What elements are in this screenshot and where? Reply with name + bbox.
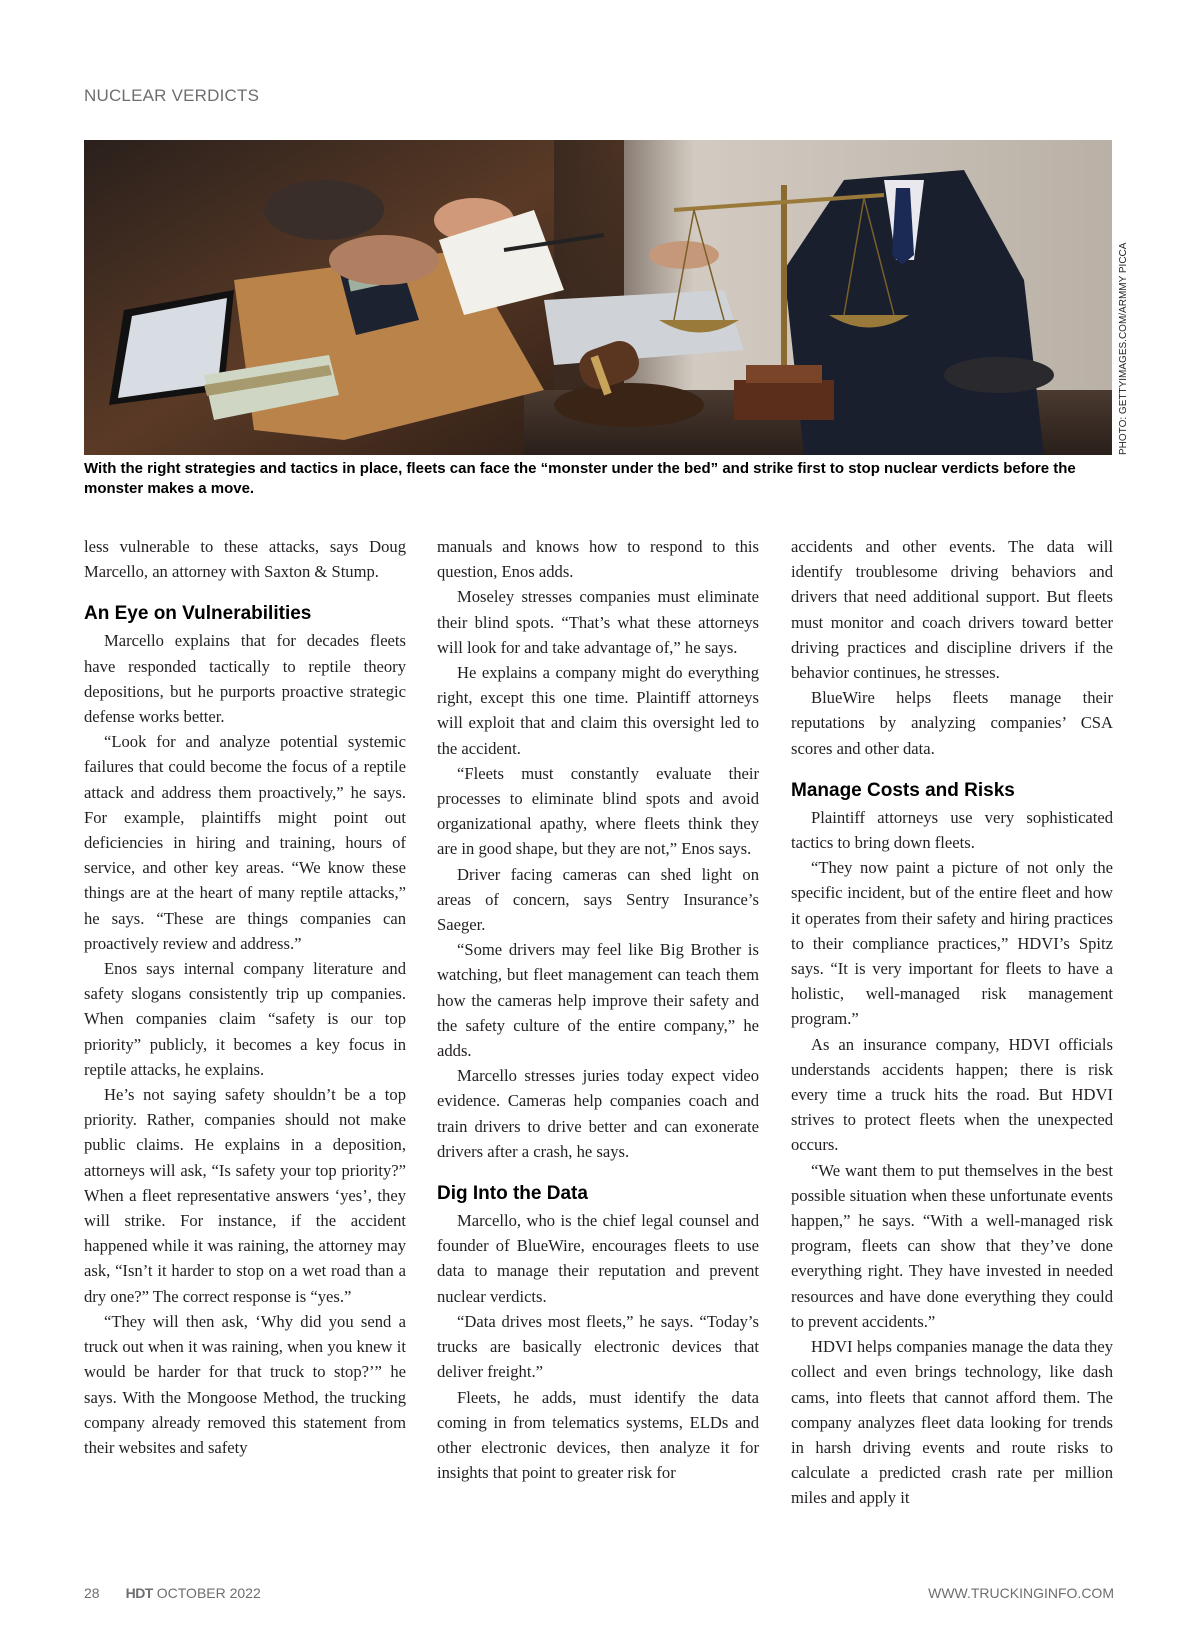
paragraph: Enos says internal company literature and safety slogans consistently trip up companies. When companies claim “safety is our top priority” publicly, it becomes a key focus in reptile attacks, he explains. xyxy=(84,959,406,1079)
paragraph: manuals and knows how to respond to this question, Enos adds. xyxy=(437,537,759,582)
publication-logo: HDT xyxy=(125,1585,153,1601)
paragraph: “They will then ask, ‘Why did you send a truck out when it was raining, when you knew it would be harder for that truck to stop?’” he says. With the Mongoose Method, the trucking company already removed this statement from their websites and safety xyxy=(84,1311,406,1457)
hero-photo xyxy=(84,140,1112,455)
photo-credit: PHOTO: GETTYIMAGES.COM/ARMMY PICCA xyxy=(1118,242,1129,455)
paragraph: less vulnerable to these attacks, says Doug Marcello, an attorney with Saxton & Stump. xyxy=(84,537,406,582)
paragraph: Plaintiff attorneys use very sophisticated tactics to bring down fleets. xyxy=(791,807,1113,853)
paragraph: He explains a company might do everything right, except this one time. Plaintiff attorneys will exploit that and claim this oversight led to the accident. xyxy=(437,663,759,758)
paragraph: “Data drives most fleets,” he says. “Today’s trucks are basically electronic devices that deliver freight.” xyxy=(437,1311,759,1382)
paragraph: accidents and other events. The data will identify troublesome driving behaviors and drivers that need additional support. But fleets must monitor and coach drivers toward better driving practices and discipline drivers if the behavior continues, he stresses. xyxy=(791,537,1113,683)
page-footer xyxy=(84,1585,1114,1605)
paragraph: He’s not saying safety shouldn’t be a top priority. Rather, companies should not make public claims. He explains in a deposition, attorneys will ask, “Is safety your top priority?” When a fleet representative answers ‘yes’, they will strike. For instance, if the accident happened while it was raining, the attorney may ask, “Isn’t it harder to stop on a wet road than a dry one?” The correct response is “yes.” xyxy=(84,1085,406,1306)
paragraph: As an insurance company, HDVI officials understands accidents happen; there is risk every time a truck hits the road. But HDVI strives to protect fleets when the unexpected occurs. xyxy=(791,1034,1113,1155)
paragraph: Marcello, who is the chief legal counsel and founder of BlueWire, encourages fleets to use data to manage their reputation and prevent nuclear verdicts. xyxy=(437,1211,759,1306)
section-label: NUCLEAR VERDICTS xyxy=(84,86,260,105)
paragraph: “We want them to put themselves in the best possible situation when these unfortunate events happen,” he says. “With a well-managed risk program, fleets can show that they’ve done everything right. They have invested in needed resources and have done everything they could to prevent accidents.” xyxy=(791,1160,1113,1331)
article-column-1 xyxy=(84,534,406,1460)
paragraph: Driver facing cameras can shed light on areas of concern, says Sentry Insurance’s Saeger. xyxy=(437,864,759,935)
paragraph: Fleets, he adds, must identify the data coming in from telematics systems, ELDs and other electronic devices, then analyze it for insights that point to greater risk for xyxy=(437,1387,759,1483)
footer-url[interactable]: WWW.TRUCKINGINFO.COM xyxy=(928,1585,1114,1601)
paragraph: BlueWire helps fleets manage their reputations by analyzing companies’ CSA scores and other data. xyxy=(791,688,1113,758)
paragraph: HDVI helps companies manage the data they collect and even brings technology, like dash cams, into fleets that cannot afford them. The company analyzes fleet data looking for trends in harsh driving events and route risks to calculate a predicted crash rate per million miles and apply it xyxy=(791,1337,1113,1508)
page-number: 28 xyxy=(84,1585,100,1601)
subheading: An Eye on Vulnerabilities xyxy=(84,603,312,625)
article-column-2 xyxy=(437,534,759,1485)
paragraph: Marcello stresses juries today expect video evidence. Cameras help companies coach and train drivers to drive better and can exonerate drivers after a crash, he says. xyxy=(437,1066,759,1161)
paragraph: “Fleets must constantly evaluate their processes to eliminate blind spots and avoid organizational apathy, where fleets think they are in good shape, but they are not,” Enos says. xyxy=(437,763,759,859)
issue-date: OCTOBER 2022 xyxy=(156,1585,261,1601)
subheading: Manage Costs and Risks xyxy=(791,779,1015,801)
footer-left xyxy=(84,1585,261,1601)
paragraph: “They now paint a picture of not only the specific incident, but of the entire fleet and how it operates from their safety and hiring practices to their compliance practices,” HDVI’s Spitz says. “It is very important for fleets to have a holistic, well-managed risk management program.” xyxy=(791,858,1113,1029)
subheading: Dig Into the Data xyxy=(437,1183,588,1205)
paragraph: “Look for and analyze potential systemic failures that could become the focus of a reptile attack and address them proactively,” he says. For example, plaintiffs might point out deficiencies in hiring and training, hours of service, and other key areas. “We know these things are at the heart of many reptile attacks,” he says. “These are things companies can proactively review and address.” xyxy=(84,732,406,953)
hero-photo-illustration xyxy=(84,140,1112,455)
paragraph: Moseley stresses companies must eliminate their blind spots. “That’s what these attorneys will look for and take advantage of,” he says. xyxy=(437,587,759,657)
paragraph: Marcello explains that for decades fleets have responded tactically to reptile theory depositions, but he purports proactive strategic defense works better. xyxy=(84,631,406,727)
article-column-3 xyxy=(791,534,1113,1511)
paragraph: “Some drivers may feel like Big Brother is watching, but fleet management can teach them how the cameras help improve their safety and the safety culture of the entire company,” he adds. xyxy=(437,940,759,1061)
photo-caption: With the right strategies and tactics in place, fleets can face the “monster under the bed” and strike first to stop nuclear verdicts before the monster makes a move. xyxy=(84,460,1076,497)
